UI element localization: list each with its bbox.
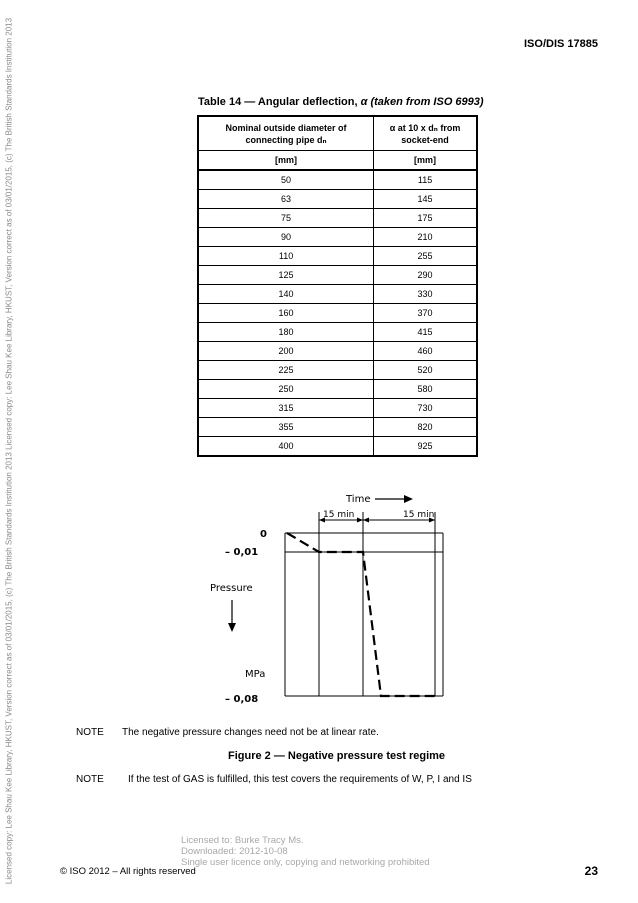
time-arrow-head xyxy=(404,495,413,503)
interval-1-arrow-right xyxy=(357,518,363,523)
deflection-cell: 460 xyxy=(374,342,477,361)
deflection-cell: 330 xyxy=(374,285,477,304)
table-row xyxy=(198,342,477,361)
diameter-cell: 200 xyxy=(198,342,374,361)
pressure-label: Pressure xyxy=(210,583,253,594)
diameter-cell: 400 xyxy=(198,437,374,457)
pressure-regime-curve xyxy=(287,533,437,696)
diameter-cell: 140 xyxy=(198,285,374,304)
col1-header-line2: connecting pipe dₙ xyxy=(245,134,327,145)
interval-label-2: 15 min xyxy=(403,510,435,520)
deflection-cell: 145 xyxy=(374,190,477,209)
interval-2-arrow-left xyxy=(363,518,369,523)
deflection-cell: 820 xyxy=(374,418,477,437)
table-row xyxy=(198,170,477,190)
sidebar-watermark-text: Licensed copy: Lee Shau Kee Library, HKUST, Version correct as of 03/01/2015, (c) The British Standards Institution 2013 Licensed copy: Lee Shau Kee Library, HKUST, Version correct as of 03/01/2015, (c) The British Standards Institution 2013 xyxy=(4,17,14,885)
note-2 xyxy=(76,774,472,785)
deflection-cell: 925 xyxy=(374,437,477,457)
angular-deflection-table xyxy=(197,115,478,457)
diameter-cell: 225 xyxy=(198,361,374,380)
negative-pressure-figure xyxy=(205,490,455,710)
table-row xyxy=(198,209,477,228)
deflection-cell: 175 xyxy=(374,209,477,228)
table-row xyxy=(198,399,477,418)
diameter-cell: 125 xyxy=(198,266,374,285)
table-row xyxy=(198,323,477,342)
col2-header-line1: α at 10 x dₙ from xyxy=(389,122,461,133)
table-row xyxy=(198,190,477,209)
diameter-cell: 110 xyxy=(198,247,374,266)
table-row xyxy=(198,361,477,380)
deflection-cell: 370 xyxy=(374,304,477,323)
table-row xyxy=(198,228,477,247)
y-level-2-label: – 0,08 xyxy=(225,694,259,705)
col1-header xyxy=(198,116,374,151)
col2-header-line2: socket-end xyxy=(401,134,449,145)
table-caption-italic: α (taken from ISO 6993) xyxy=(360,96,484,108)
table-row xyxy=(198,247,477,266)
table-row xyxy=(198,304,477,323)
deflection-cell: 210 xyxy=(374,228,477,247)
interval-label-1: 15 min xyxy=(323,510,355,520)
table-body xyxy=(198,170,477,456)
diameter-cell: 250 xyxy=(198,380,374,399)
y-zero-label: 0 xyxy=(260,529,267,540)
diameter-cell: 180 xyxy=(198,323,374,342)
deflection-cell: 290 xyxy=(374,266,477,285)
table-caption-prefix: Table 14 — Angular deflection, xyxy=(198,96,361,108)
table-row xyxy=(198,266,477,285)
col2-header xyxy=(374,116,477,151)
sidebar-watermark xyxy=(0,0,18,903)
deflection-cell: 415 xyxy=(374,323,477,342)
note-1-text: The negative pressure changes need not be at linear rate. xyxy=(122,727,379,738)
deflection-cell: 255 xyxy=(374,247,477,266)
deflection-cell: 730 xyxy=(374,399,477,418)
license-line-2: Downloaded: 2012-10-08 xyxy=(181,846,288,857)
diameter-cell: 355 xyxy=(198,418,374,437)
note-2-label: NOTE xyxy=(76,774,104,785)
note-1-label: NOTE xyxy=(76,727,104,738)
diameter-cell: 90 xyxy=(198,228,374,247)
deflection-cell: 580 xyxy=(374,380,477,399)
mpa-label: MPa xyxy=(245,669,266,680)
table-row xyxy=(198,437,477,457)
pressure-arrow-head xyxy=(228,623,236,632)
col1-unit: [mm] xyxy=(198,151,374,171)
license-stamp xyxy=(181,835,430,868)
page-number: 23 xyxy=(584,864,598,878)
time-label: Time xyxy=(346,494,371,505)
figure-caption: Figure 2 — Negative pressure test regime xyxy=(228,750,446,762)
note-2-text: If the test of GAS is fulfilled, this test covers the requirements of W, P, I and IS xyxy=(128,774,472,785)
table-row xyxy=(198,380,477,399)
col2-unit: [mm] xyxy=(374,151,477,171)
table-row xyxy=(198,418,477,437)
note-1 xyxy=(76,727,379,738)
diameter-cell: 75 xyxy=(198,209,374,228)
license-line-1: Licensed to: Burke Tracy Ms. xyxy=(181,835,304,846)
diameter-cell: 63 xyxy=(198,190,374,209)
copyright-notice: © ISO 2012 – All rights reserved xyxy=(60,866,196,877)
deflection-cell: 520 xyxy=(374,361,477,380)
license-line-3: Single user licence only, copying and networking prohibited xyxy=(181,857,430,868)
diameter-cell: 50 xyxy=(198,170,374,190)
col1-header-line1: Nominal outside diameter of xyxy=(225,122,347,133)
diameter-cell: 160 xyxy=(198,304,374,323)
diameter-cell: 315 xyxy=(198,399,374,418)
deflection-cell: 115 xyxy=(374,170,477,190)
table-caption xyxy=(198,96,498,108)
table-row xyxy=(198,285,477,304)
y-level-1-label: – 0,01 xyxy=(225,547,259,558)
document-id: ISO/DIS 17885 xyxy=(524,38,598,50)
